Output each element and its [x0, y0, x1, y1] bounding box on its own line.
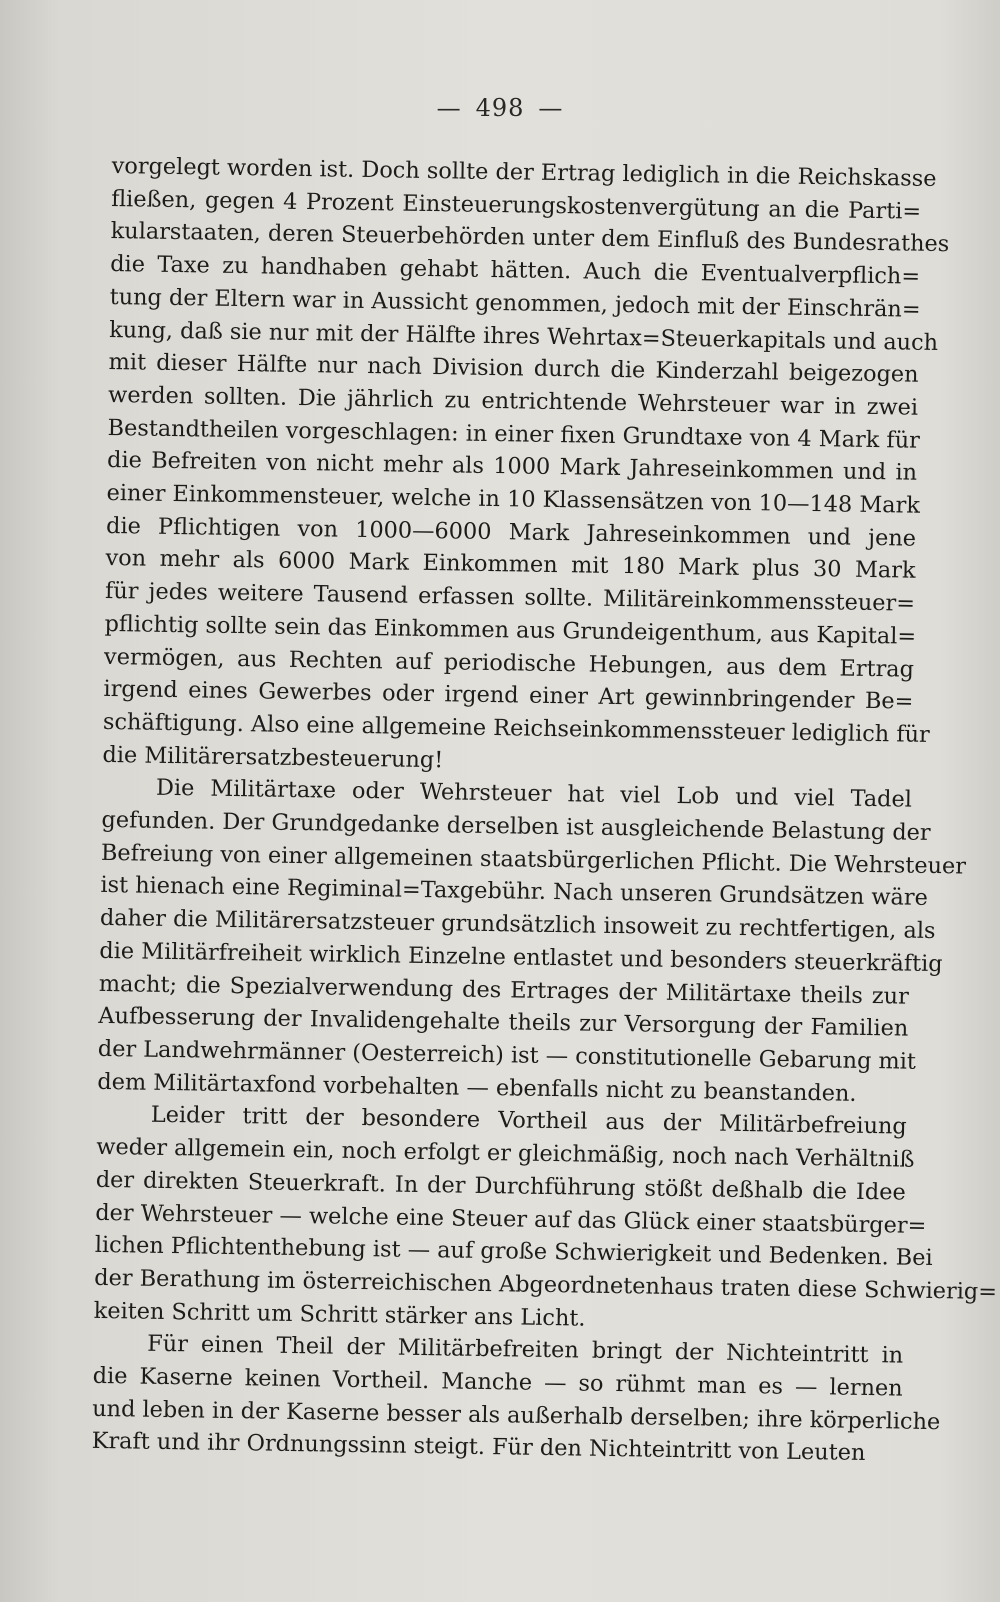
text-line: macht; die Spezialverwendung des Ertrages der Militärtaxe theils zur	[98, 970, 910, 1010]
text-line: Befreiung von einer allgemeinen staatsbürgerlichen Pflicht. Die Wehrsteuer	[100, 839, 967, 880]
text-line: von mehr als 6000 Mark Einkommen mit 180 Mark plus 30 Mark	[105, 545, 916, 585]
text-line: die Taxe zu handhaben gehabt hätten. Auch die Eventualverpflich=	[110, 251, 921, 290]
text-line: keiten Schritt um Schritt stärker ans Licht.	[93, 1297, 586, 1332]
text-line: irgend eines Gewerbes oder irgend einer Art gewinnbringender Be=	[103, 676, 914, 715]
text-line: der direkten Steuerkraft. In der Durchführung stößt deßhalb die Idee	[95, 1166, 906, 1206]
text-line: daher die Militärersatzsteuer grundsätzlich insoweit zu rechtfertigen, als	[99, 905, 936, 945]
text-line: die Militärfreiheit wirklich Einzelne entlastet und besonders steuerkräftig	[99, 937, 943, 978]
text-line: gefunden. Der Grundgedanke derselben ist ausgleichende Belastung der	[101, 806, 931, 847]
text-line: die Kaserne keinen Vortheil. Manche — so rühmt man es — lernen	[92, 1362, 903, 1402]
text-line: Aufbesserung der Invalidengehalte theils zur Versorgung der Familien	[98, 1003, 909, 1042]
text-line: Leider tritt der besondere Vortheil aus der Militärbefreiung	[150, 1102, 907, 1140]
text-line: Für einen Theil der Militärbefreiten bringt der Nichteintritt in	[147, 1331, 904, 1369]
page-number	[0, 94, 1000, 122]
text-line: werden sollten. Die jährlich zu entrichtende Wehrsteuer war in zwei	[107, 381, 919, 421]
text-line: die Militärersatzbesteuerung!	[102, 741, 444, 773]
text-line: tung der Eltern war in Aussicht genommen, jedoch mit der Einschrän=	[109, 283, 921, 323]
text-line: weder allgemein ein, noch erfolgt er gleichmäßig, noch nach Verhältniß	[96, 1133, 915, 1173]
page-number-value: 498	[475, 94, 525, 122]
text-line: pflichtig sollte sein das Einkommen aus Grundeigenthum, aus Kapital=	[104, 610, 917, 650]
text-line: lichen Pflichtenthebung ist — auf große Schwierigkeit und Bedenken. Bei	[94, 1232, 933, 1272]
text-line: der Wehrsteuer — welche eine Steuer auf das Glück einer staatsbürger=	[95, 1199, 927, 1239]
page-number-dash-left: —	[436, 94, 462, 122]
text-line: Die Militärtaxe oder Wehrsteuer hat viel Lob und viel Tadel	[155, 775, 913, 814]
text-line: vorgelegt worden ist. Doch sollte der Ertrag lediglich in die Reichskasse	[111, 152, 937, 192]
text-line: Bestandtheilen vorgeschlagen: in einer fixen Grundtaxe von 4 Mark für	[107, 414, 921, 454]
text-line: einer Einkommensteuer, welche in 10 Klassensätzen von 10—148 Mark	[106, 479, 921, 519]
text-line: der Landwehrmänner (Oesterreich) ist — constitutionelle Gebarung mit	[97, 1035, 917, 1075]
text-line: Kraft und ihr Ordnungssinn steigt. Für den Nichteintritt von Leuten	[91, 1428, 866, 1467]
text-line: schäftigung. Also eine allgemeine Reichseinkommenssteuer lediglich für	[102, 708, 930, 748]
paragraph	[91, 1327, 941, 1471]
text-line: der Berathung im österreichischen Abgeordnetenhaus traten diese Schwierig=	[94, 1264, 998, 1305]
paragraph	[102, 150, 950, 784]
paragraph	[97, 771, 967, 1111]
body-text	[91, 150, 998, 1471]
paragraph	[93, 1098, 998, 1340]
text-line: kularstaaten, deren Steuerbehörden unter dem Einfluß des Bundesrathes	[110, 218, 950, 258]
text-line: vermögen, aus Rechten auf periodische Hebungen, aus dem Ertrag	[103, 643, 915, 683]
text-line: mit dieser Hälfte nur nach Division durch die Kinderzahl beigezogen	[108, 349, 919, 388]
text-line: die Pflichtigen von 1000—6000 Mark Jahreseinkommen und jene	[105, 512, 917, 552]
text-line: für jedes weitere Tausend erfassen sollte. Militäreinkommenssteuer=	[104, 578, 916, 617]
text-line: ist hienach eine Regiminal=Taxgebühr. Nach unseren Grundsätzen wäre	[100, 872, 929, 912]
text-line: kung, daß sie nur mit der Hälfte ihres Wehrtax=Steuerkapitals und auch	[108, 316, 939, 356]
text-line: fließen, gegen 4 Prozent Einsteuerungskostenvergütung an die Parti=	[111, 185, 922, 225]
text-line: die Befreiten von nicht mehr als 1000 Mark Jahreseinkommen und in	[106, 447, 918, 487]
text-line: dem Militärtaxfond vorbehalten — ebenfalls nicht zu beanstanden.	[97, 1068, 857, 1107]
page-number-dash-right: —	[538, 94, 564, 122]
text-line: und leben in der Kaserne besser als außerhalb derselben; ihre körperliche	[92, 1395, 941, 1435]
